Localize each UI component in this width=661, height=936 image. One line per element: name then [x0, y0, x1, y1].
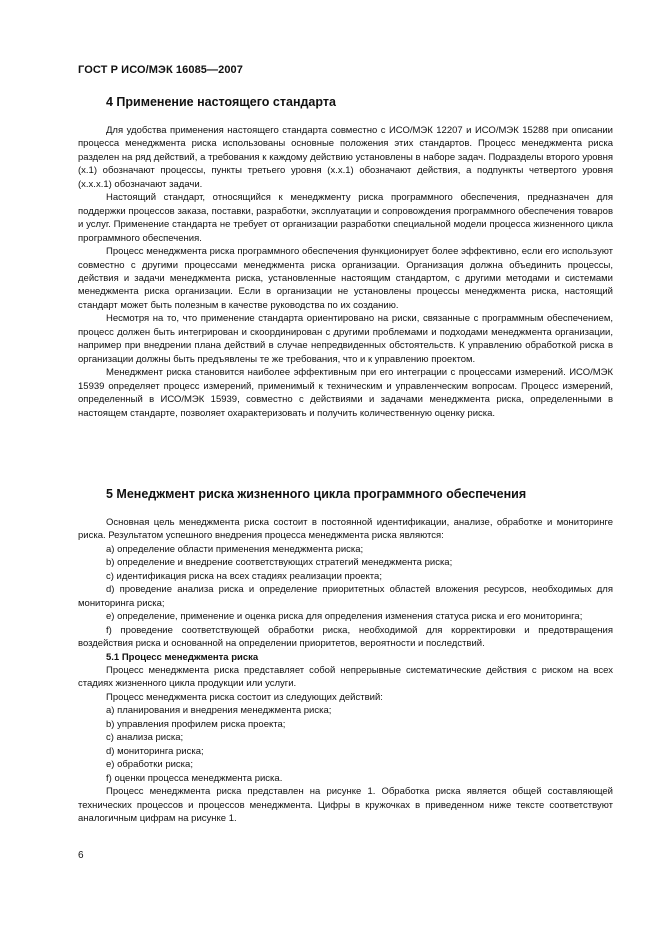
- section-4-body: [78, 124, 613, 420]
- paragraph: Несмотря на то, что применение стандарта ориентировано на риски, связанные с программным обеспечением, процесс должен быть интегрирован и скоординирован с другими проблемами и подходами менеджмента организации, например при внедрении плана действий в случае непредвиденных обстоятельств. К управлению обработкой риска в организации должны быть предъявлены те же требования, что и к управлению проектом.: [78, 313, 613, 365]
- list-item: f) оценки процесса менеджмента риска.: [106, 772, 283, 784]
- paragraph: Процесс менеджмента риска программного обеспечения функционирует более эффективно, если его используют совместно с другими процессами менеджмента риска организации. Организация должна объединить процессы, действия и задачи менеджмента риска, установленные настоящим стандартом, с другими методами и системами менеджмента риска организации. Если в организации не установлены процессы менеджмента риска, настоящий стандарт может быть полезным в качестве руководства по их созданию.: [78, 246, 613, 311]
- list-item: b) управления профилем риска проекта;: [106, 718, 286, 730]
- list-item: a) планирования и внедрения менеджмента риска;: [106, 705, 332, 717]
- list-item: c) идентификация риска на всех стадиях реализации проекта;: [106, 570, 382, 582]
- subsection-5-1-title: 5.1 Процесс менеджмента риска: [106, 651, 259, 663]
- paragraph: Процесс менеджмента риска состоит из следующих действий:: [106, 691, 383, 703]
- list-item: e) определение, применение и оценка риска для определения изменения статуса риска и его мониторинга;: [106, 611, 583, 623]
- paragraph: Для удобства применения настоящего стандарта совместно с ИСО/МЭК 12207 и ИСО/МЭК 15288 при описании процесса менеджмента риска использованы основные положения этих стандартов. Процесс менеджмента риска разделен на ряд действий, а требования к каждому действию установлены в наборе задач. Подразделы второго уровня (х.1) обозначают процессы, пункты третьего уровня (х.х.1) обозначают действия, а подпункты четвертого уровня (х.х.х.1) обозначают задачи.: [78, 125, 613, 190]
- list-item: d) проведение анализа риска и определение приоритетных областей вложения ресурсов, необходимых для мониторинга риска;: [78, 584, 613, 609]
- paragraph: Процесс менеджмента риска представляет собой непрерывные систематические действия с риском на всех стадиях жизненного цикла продукции или услуги.: [78, 664, 613, 690]
- list-item: d) мониторинга риска;: [106, 745, 204, 757]
- list-item: f) проведение соответствующей обработки риска, необходимой для корректировки и предотвращения воздействия риска и основанной на определении приоритетов, вероятности и последствий.: [78, 624, 613, 650]
- list-item: b) определение и внедрение соответствующих стратегий менеджмента риска;: [106, 557, 453, 569]
- paragraph: Менеджмент риска становится наиболее эффективным при его интеграции с процессами измерений. ИСО/МЭК 15939 определяет процесс измерений, применимый к техническим и управленческим вопросам. Процесс измерений, определенный в ИСО/МЭК 15939, совместно с действиями и задачами менеджмента риска, определенными в настоящем стандарте, позволяет охарактеризовать и получить количественную оценку риска.: [78, 367, 613, 419]
- page-number: 6: [78, 850, 84, 861]
- paragraph: Настоящий стандарт, относящийся к менеджменту риска программного обеспечения, предназначен для поддержки процессов заказа, поставки, разработки, эксплуатации и сопровождения программного обеспечения товаров и услуг. Применение стандарта не требует от организации разработки специальной модели процесса жизненного цикла программного обеспечения.: [78, 192, 613, 244]
- section-5-title: 5 Менеджмент риска жизненного цикла программного обеспечения: [106, 487, 527, 501]
- paragraph: Основная цель менеджмента риска состоит в постоянной идентификации, анализе, обработке и мониторинге риска. Результатом успешного внедрения процесса менеджмента риска являются:: [78, 517, 613, 542]
- paragraph: Процесс менеджмента риска представлен на рисунке 1. Обработка риска является общей составляющей технических процессов и процессов менеджмента. Цифры в кружочках в приведенном ниже тексте соответствуют аналогичным цифрам на рисунке 1.: [78, 786, 613, 824]
- list-item: a) определение области применения менеджмента риска;: [106, 543, 364, 555]
- document-header: ГОСТ Р ИСО/МЭК 16085—2007: [78, 64, 243, 76]
- section-4-title: 4 Применение настоящего стандарта: [106, 95, 336, 109]
- list-item: e) обработки риска;: [106, 759, 193, 771]
- section-5-body: [78, 516, 613, 825]
- list-item: c) анализа риска;: [106, 732, 184, 744]
